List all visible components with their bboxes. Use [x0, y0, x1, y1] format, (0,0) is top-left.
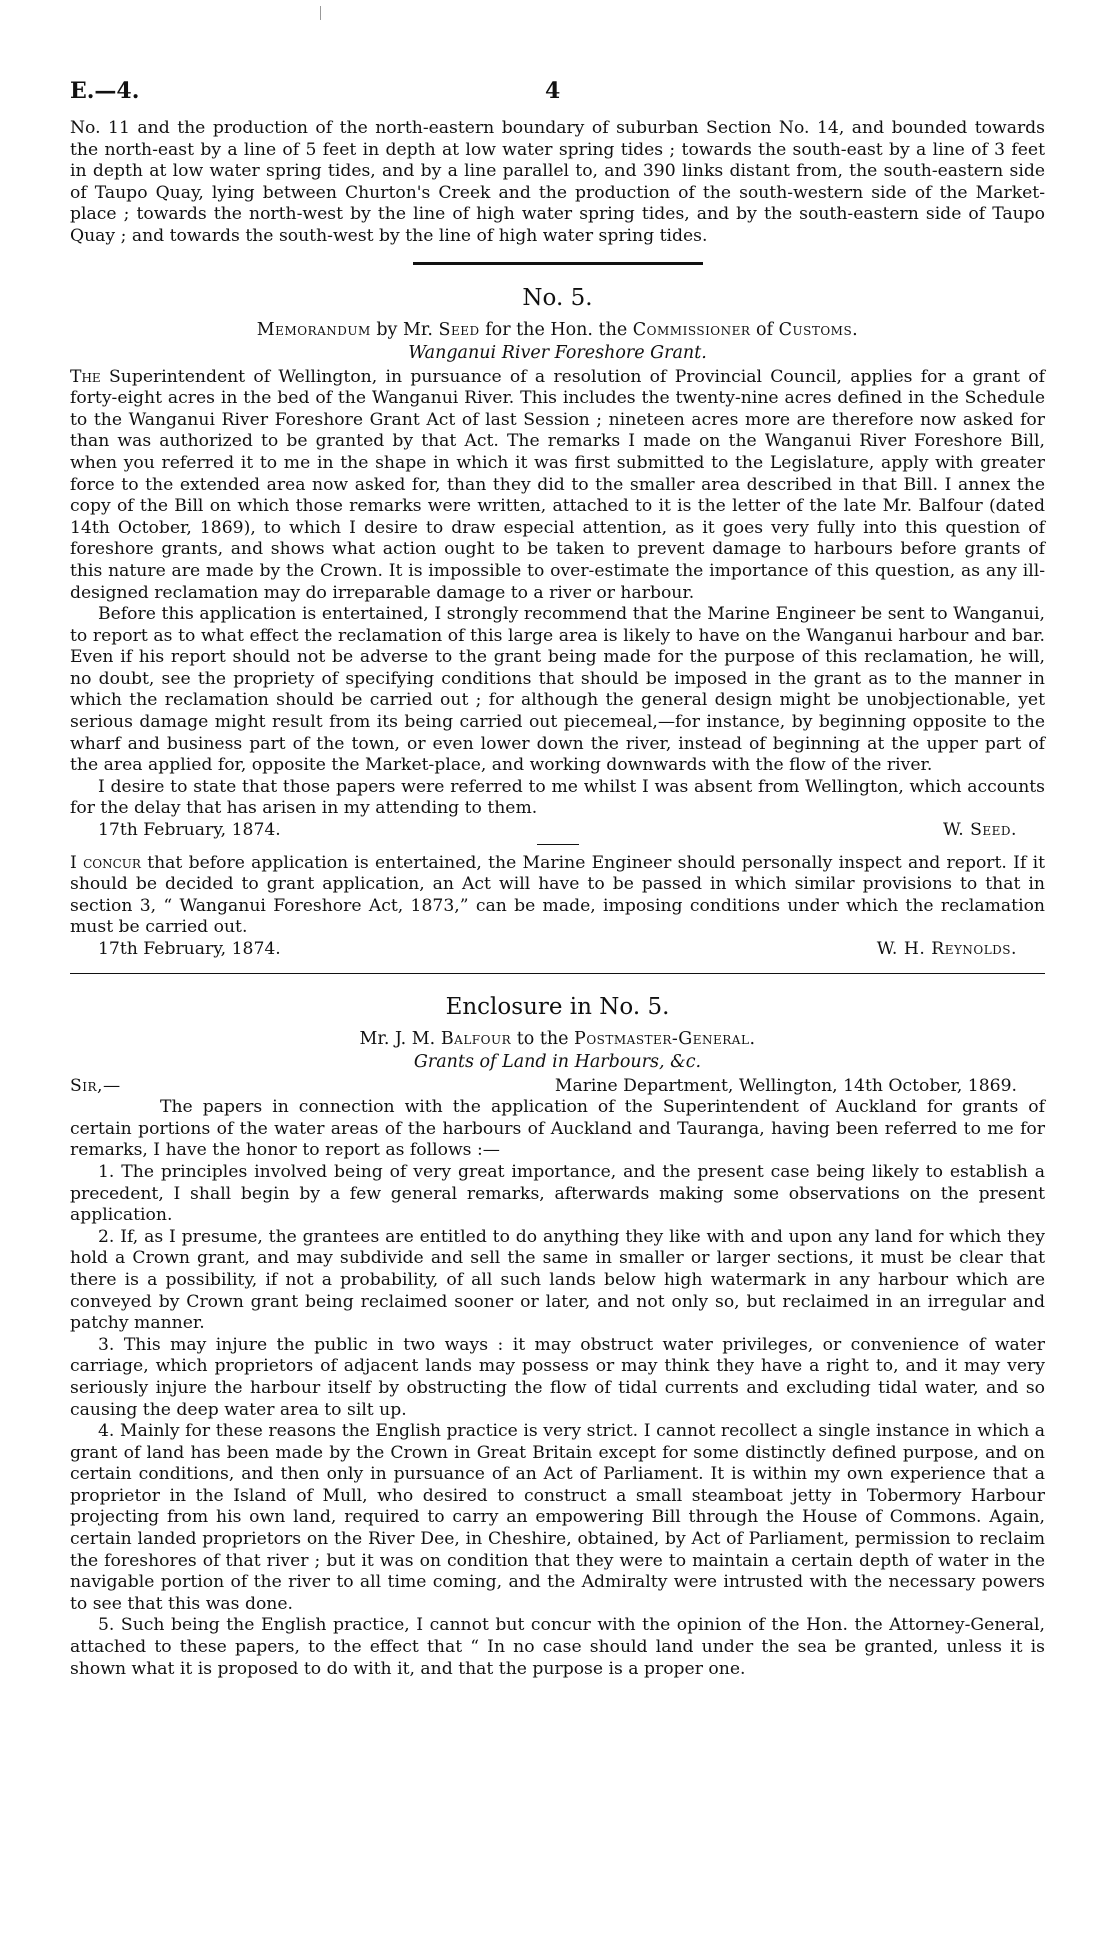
memorandum-title: Memorandum by Mr. Seed for the Hon. the Commissioner of Customs. [256, 319, 859, 340]
letter-address: Marine Department, Wellington, 14th October, 1869. [554, 1075, 1017, 1096]
salutation: Sir,— [70, 1075, 121, 1096]
signature: W. Seed. [943, 820, 1017, 841]
memo-paragraph-3: I desire to state that those papers were referred to me whilst I was absent from Wellington, which accounts for the delay that has arisen in my attending to them. [70, 776, 1045, 819]
signature-row-1 [70, 820, 1045, 842]
letter-title: Mr. J. M. Balfour to the Postmaster-General. [359, 1028, 756, 1049]
intro-paragraph: No. 11 and the production of the north-eastern boundary of suburban Section No. 14, and bounded towards the north-east by a line of 5 feet in depth at low water spring tides ; towards the south-east by a line of 3 feet in depth at low water spring tides, and by a line parallel to, and 390 links distant from, the south-eastern side of Taupo Quay, lying between Churton's Creek and the production of the south-western side of the Market-place ; towards the north-west by the line of high water spring tides, and by the south-eastern side of Taupo Quay ; and towards the south-west by the line of high water spring tides. [70, 118, 1045, 246]
letter-paragraph-1: 1. The principles involved being of very great importance, and the present case being likely to establish a precedent, I shall begin by a few general remarks, afterwards making some observations on the present application. [70, 1161, 1045, 1226]
signature-row-2 [70, 939, 1045, 961]
signature: W. H. Reynolds. [876, 939, 1017, 959]
page-header [70, 70, 1045, 118]
letter-paragraph-5: 5. Such being the English practice, I cannot but concur with the opinion of the Hon. the Attorney-General, attached to these papers, to the effect that “ In no case should land under the sea be granted, unless it is shown what it is proposed to do with it, and that the purpose is a proper one. [70, 1615, 1045, 1679]
letter-paragraph-4: 4. Mainly for these reasons the English practice is very strict. I cannot recollect a single instance in which a grant of land has been made by the Crown in Great Britain except for some distinctly defined purpose, and on certain conditions, and then only in pursuance of an Act of Parliament. It is within my own experience that a proprietor in the Island of Mull, who desired to construct a small steamboat jetty in Tobermory Harbour projecting from his own land, required to carry an empowering Bill through the House of Commons. Again, certain landed proprietors on the River Dee, in Cheshire, obtained, by Act of Parliament, permission to reclaim the foreshores of that river ; but it was on condition that they were to maintain a certain depth of water in the navigable portion of the river to all time coming, and the Admiralty were intrusted with the necessary powers to see that this was done. [70, 1421, 1045, 1614]
concur-paragraph: I concur that before application is entertained, the Marine Engineer should personally inspect and report. If it should be decided to grant application, an Act will have to be passed in which similar provisions to that in section 3, “ Wanganui Foreshore Act, 1873,” can be made, imposing conditions under which the reclamation must be carried out. [70, 852, 1045, 938]
letter-paragraph-2: 2. If, as I presume, the grantees are entitled to do anything they like with and upon any land for which they hold a Crown grant, and may subdivide and sell the same in smaller or larger sections, it must be clear that there is a possibility, if not a probability, of all such lands below high watermark in any harbour which are conveyed by Crown grant being reclaimed sooner or later, and not only so, but reclaimed in an irregular and patchy manner. [70, 1226, 1045, 1334]
page-number: 4 [545, 78, 561, 104]
short-divider [537, 844, 579, 845]
document-page [70, 70, 1045, 1680]
memo-paragraph-2: Before this application is entertained, I strongly recommend that the Marine Engineer be sent to Wanganui, to report as to what effect the reclamation of this large area is likely to have on the Wanganui harbour and bar. Even if his report should not be adverse to the grant being made for the purpose of this reclamation, he will, no doubt, see the propriety of specifying conditions that should be imposed in the grant as to the manner in which the reclamation should be carried out ; for although the general design might be unobjectionable, yet serious damage might result from its being carried out piecemeal,—for instance, by beginning opposite to the wharf and business part of the town, or even lower down the river, instead of beginning at the upper part of the area applied for, opposite the Market-place, and working downwards with the flow of the river. [70, 604, 1045, 776]
letter-paragraph-3: 3. This may injure the public in two ways : it may obstruct water privileges, or convenience of water carriage, which proprietors of adjacent lands may possess or may think they have a right to, and it may very seriously injure the harbour itself by obstructing the flow of tidal currents and excluding tidal water, and so causing the deep water area to silt up. [70, 1334, 1045, 1420]
full-divider [70, 973, 1045, 974]
letter-paragraph-0: The papers in connection with the application of the Superintendent of Auckland for grants of certain portions of the water areas of the harbours of Auckland and Tauranga, having been referred to me for remarks, I have the honor to report as follows :— [70, 1097, 1045, 1161]
page-mark [320, 6, 321, 20]
section-heading: No. 5. [522, 284, 593, 311]
date: 17th February, 1874. [98, 939, 281, 959]
enclosure-heading: Enclosure in No. 5. [445, 993, 670, 1020]
memorandum-subtitle: Wanganui River Foreshore Grant. [408, 342, 707, 363]
memo-paragraph-1: The Superintendent of Wellington, in pursuance of a resolution of Provincial Council, applies for a grant of forty-eight acres in the bed of the Wanganui River. This includes the twenty-nine acres defined in the Schedule to the Wanganui River Foreshore Grant Act of last Session ; nineteen acres more are therefore now asked for than was authorized to be granted by that Act. The remarks I made on the Wanganui River Foreshore Bill, when you referred it to me in the shape in which it was first submitted to the Legislature, apply with greater force to the extended area now asked for, than they did to the smaller area described in that Bill. I annex the copy of the Bill on which those remarks were written, attached to it is the letter of the late Mr. Balfour (dated 14th October, 1869), to which I desire to draw especial attention, as it goes very fully into this question of foreshore grants, and shows what action ought to be taken to prevent damage to harbours before grants of this nature are made by the Crown. It is impossible to over-estimate the importance of this question, as any ill-designed reclamation may do irreparable damage to a river or harbour. [70, 366, 1045, 603]
section-divider [413, 262, 703, 265]
letter-subtitle: Grants of Land in Harbours, &c. [413, 1051, 702, 1072]
salutation-row [70, 1076, 1045, 1098]
paper-reference: E.—4. [70, 78, 140, 104]
date: 17th February, 1874. [98, 820, 281, 841]
